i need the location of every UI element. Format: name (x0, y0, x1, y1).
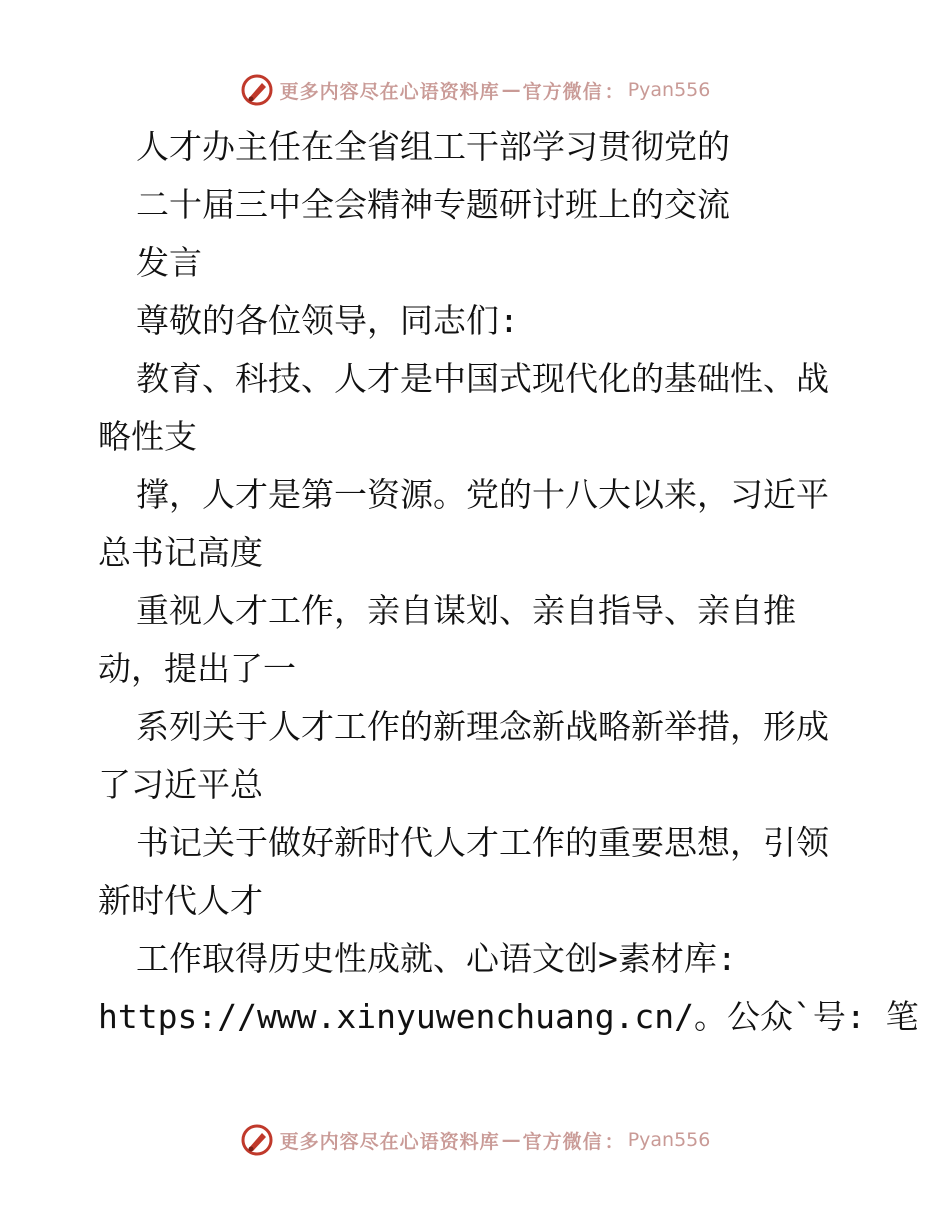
banner-wechat-label: 官方微信 (522, 1130, 603, 1153)
paragraph-line: 新时代人才 (98, 881, 263, 920)
paragraph-line: 撑，人才是第一资源。党的十八大以来，习近平 (136, 475, 829, 514)
banner-brand: 更多内容尽在心语资料库 (279, 80, 500, 103)
paragraph-line: 工作取得历史性成就、心语文创>素材库: (136, 939, 737, 978)
pen-logo-icon (240, 1123, 274, 1157)
paragraph-line: 教育、科技、人才是中国式现代化的基础性、战 (136, 359, 829, 398)
banner-handle: Pyan556 (627, 1129, 711, 1151)
banner-dash: — (501, 1129, 521, 1151)
title-line-3: 发言 (136, 243, 202, 282)
banner-dash: — (501, 79, 521, 101)
paragraph-line: 略性支 (98, 417, 197, 456)
paragraph-line: 了习近平总 (98, 765, 263, 804)
paragraph-line: 书记关于做好新时代人才工作的重要思想，引领 (136, 823, 829, 862)
footer-banner (0, 1120, 950, 1160)
banner-colon: ： (604, 1130, 624, 1153)
banner-handle: Pyan556 (627, 79, 711, 101)
banner-brand: 更多内容尽在心语资料库 (279, 1130, 500, 1153)
paragraph-line: 总书记高度 (98, 533, 263, 572)
header-banner (0, 70, 950, 110)
banner-wechat-label: 官方微信 (522, 80, 603, 103)
title-line-2: 二十届三中全会精神专题研讨班上的交流 (136, 185, 730, 224)
salutation-line: 尊敬的各位领导，同志们: (136, 301, 519, 340)
banner-colon: ： (604, 80, 624, 103)
paragraph-line: 重视人才工作，亲自谋划、亲自指导、亲自推 (136, 591, 796, 630)
pen-logo-icon (240, 73, 274, 107)
paragraph-line: 动，提出了一 (98, 649, 296, 688)
url-line: https://www.xinyuwenchuang.cn/。公众`号: 笔 (98, 997, 919, 1036)
title-line-1: 人才办主任在全省组工干部学习贯彻党的 (136, 127, 730, 166)
paragraph-line: 系列关于人才工作的新理念新战略新举措，形成 (136, 707, 829, 746)
